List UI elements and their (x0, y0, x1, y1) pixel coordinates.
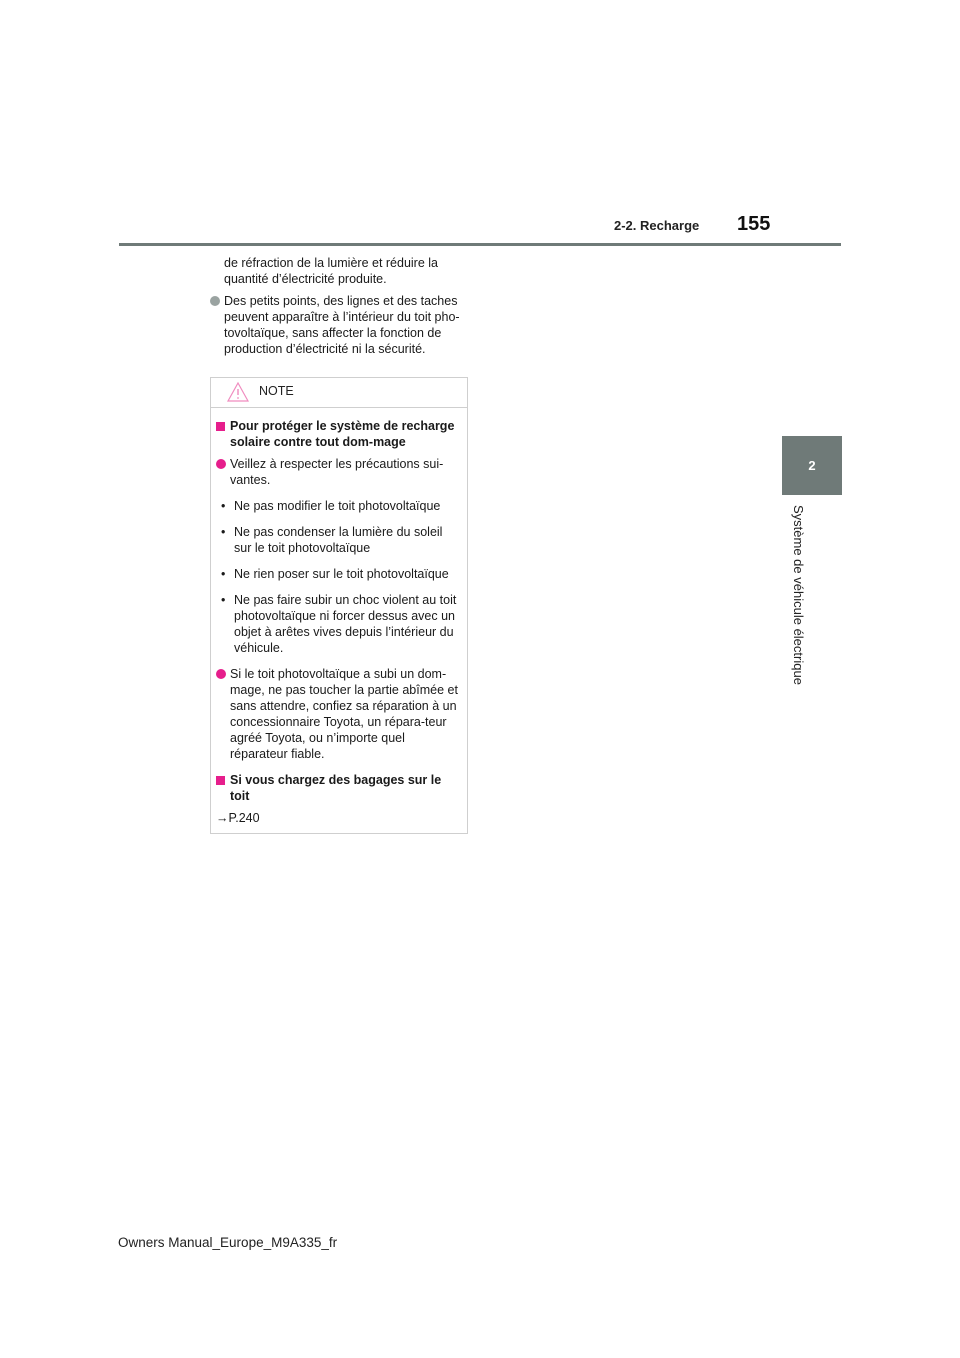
dot-bullet-icon: • (221, 499, 226, 513)
bullet-text: Veillez à respecter les précautions sui-vantes. (230, 457, 444, 487)
list-item (216, 592, 459, 656)
sub-item-text: Ne pas faire subir un choc violent au toit photovoltaïque ni forcer dessus avec un objet à arêtes vives depuis l’intérieur du véhicule. (234, 593, 457, 655)
bullet-text: Des petits points, des lignes et des taches peuvent apparaître à l’intérieur du toit pho-tovoltaïque, sans affecter la fonction de production d’électricité ni la sécurité. (224, 294, 460, 356)
section-title: 2-2. Recharge (614, 218, 700, 233)
chapter-number: 2 (808, 458, 816, 473)
dot-bullet-icon: • (221, 567, 226, 581)
list-item (210, 293, 472, 357)
list-item (216, 456, 459, 488)
list-item (216, 566, 459, 582)
list-item (216, 498, 459, 514)
note-heading (216, 772, 459, 804)
dot-bullet-icon: • (221, 525, 226, 539)
bullet-text: Si le toit photovoltaïque a subi un dom-mage, ne pas toucher la partie abîmée et sans attendre, confiez sa réparation à un concessionnaire Toyota, un répara-teur agréé Toyota, ou n’importe quel réparateur fiable. (230, 667, 458, 761)
circle-bullet-icon (216, 459, 226, 469)
note-heading-text: Si vous chargez des bagages sur le toit (230, 773, 442, 803)
sub-item-text: Ne pas modifier le toit photovoltaïque (234, 499, 441, 513)
list-item (216, 666, 459, 762)
note-heading-text: Pour protéger le système de recharge solaire contre tout dom-mage (230, 419, 455, 449)
note-label: NOTE (259, 384, 294, 398)
circle-bullet-icon (216, 669, 226, 679)
square-bullet-icon (216, 422, 225, 431)
list-item (216, 524, 459, 556)
chapter-title: Système de véhicule électrique (791, 505, 806, 685)
dot-bullet-icon: • (221, 593, 226, 607)
note-header (211, 378, 467, 408)
continuation-paragraph: de réfraction de la lumière et réduire la quantité d’électricité produite. (224, 256, 439, 286)
sub-item-text: Ne rien poser sur le toit photovoltaïque (234, 567, 449, 581)
sub-item-text: Ne pas condenser la lumière du soleil sur le toit photovoltaïque (234, 525, 443, 555)
header-divider (119, 243, 841, 246)
chapter-tab (782, 436, 842, 495)
page-number: 155 (737, 213, 771, 235)
warning-triangle-icon (227, 382, 249, 402)
square-bullet-icon (216, 776, 225, 785)
note-heading (216, 418, 459, 450)
footer-text: Owners Manual_Europe_M9A335_fr (118, 1235, 338, 1250)
intro-text (210, 255, 472, 363)
page-reference: →P.240 (216, 811, 260, 825)
note-body (211, 408, 467, 826)
bullet-icon (210, 296, 220, 306)
note-box (210, 377, 468, 834)
